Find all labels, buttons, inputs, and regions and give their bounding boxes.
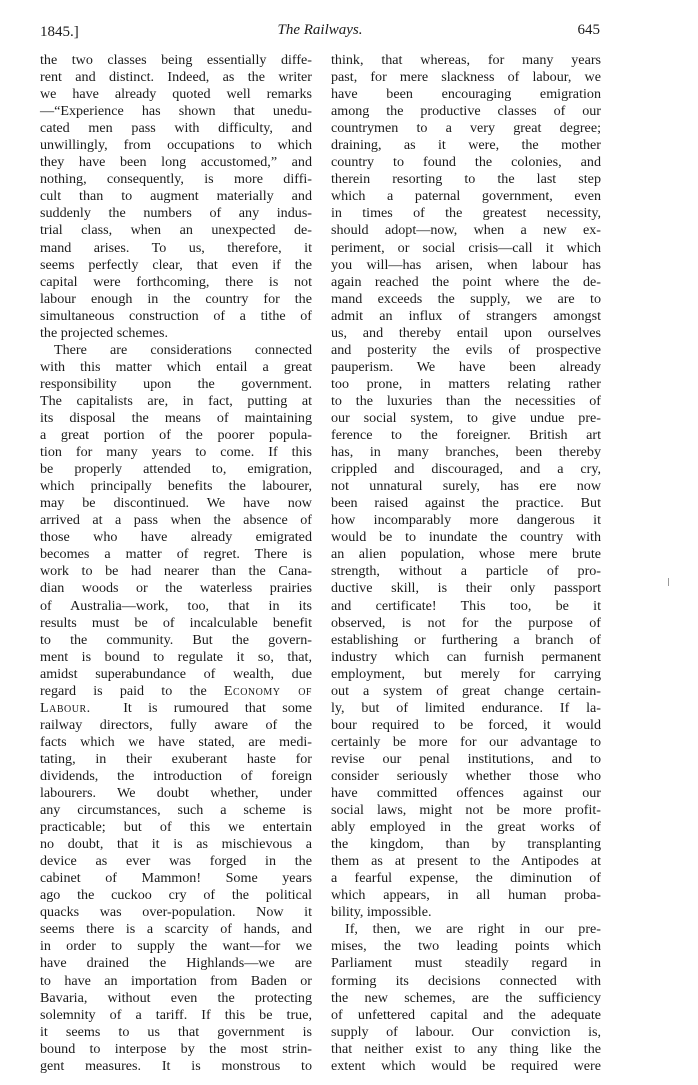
text-line [40, 598, 312, 615]
text-line [331, 904, 601, 921]
text-line [40, 580, 312, 597]
text-line [331, 836, 601, 853]
text-line [331, 171, 601, 188]
line-text: facts which we have stated, are medi- [40, 733, 312, 750]
line-text: The capitalists are, in fact, putting at [40, 392, 312, 409]
text-line [331, 1058, 601, 1075]
line-text: cult than to augment materially and [40, 188, 312, 205]
text-line [40, 973, 312, 990]
line-text: It is rumoured that some [90, 699, 312, 716]
text-line [40, 717, 312, 734]
text-line [40, 325, 312, 342]
line-text: think, that whereas, for many years [331, 52, 601, 68]
text-line [40, 836, 312, 853]
line-text: ment is bound to regulate it so, that, [40, 648, 312, 665]
line-text: regard is paid to the [40, 682, 207, 699]
text-line [40, 274, 312, 291]
text-line [331, 308, 601, 325]
text-line [331, 1041, 601, 1058]
text-line [331, 700, 601, 717]
text-line [40, 563, 312, 580]
line-text: again reached the point where the de- [331, 273, 601, 290]
text-line [331, 768, 601, 785]
text-line [40, 342, 312, 359]
header-year: 1845.] [40, 24, 79, 40]
line-text: countrymen to a very great degree; [331, 120, 601, 137]
line-text: too prone, in matters relating rather [331, 375, 601, 392]
text-line [331, 632, 601, 649]
line-text: be properly attended to, emigration, [40, 461, 312, 478]
text-line [40, 444, 312, 461]
line-text: practicable; but of this we entertain [40, 819, 312, 836]
line-text: extent which would be required were [331, 1057, 601, 1074]
text-line [40, 955, 312, 972]
line-text: of Australia—work, too, that in its [40, 597, 312, 614]
text-line [331, 785, 601, 802]
text-line [40, 870, 312, 887]
text-line [40, 205, 312, 222]
text-line [40, 257, 312, 274]
line-text: capital were forthcoming, there is not [40, 273, 312, 290]
text-line [331, 240, 601, 257]
line-text: trial class, when an unexpected de- [40, 222, 312, 239]
line-text: There are considerations connected [54, 341, 312, 358]
line-text: results must be of incalculable benefit [40, 614, 312, 631]
text-line [331, 819, 601, 836]
text-line [331, 955, 601, 972]
line-text: crippled and discouraged, and a cry, [331, 461, 601, 478]
text-line [331, 973, 601, 990]
text-line [331, 222, 601, 239]
line-text: tion for many years to come. If this [40, 444, 312, 461]
text-line [40, 1024, 312, 1041]
text-line [40, 990, 312, 1007]
text-line [40, 1041, 312, 1058]
line-text: and certificate! This too, be it [331, 597, 601, 614]
text-line [40, 222, 312, 239]
line-text: the projected schemes. [40, 324, 168, 341]
text-line [40, 802, 312, 819]
scan-speck [668, 578, 669, 586]
text-line [40, 240, 312, 257]
line-text: railway directors, fully aware of the [40, 716, 312, 733]
line-text: responsibility upon the government. [40, 375, 312, 392]
line-text: country to found the colonies, and [331, 154, 601, 171]
text-line [331, 410, 601, 427]
line-text: has, in many branches, been thereby [331, 444, 601, 461]
text-line [331, 1007, 601, 1024]
line-text: labourers. We doubt whether, under [40, 785, 312, 802]
line-text: the two classes being essentially diffe- [40, 52, 312, 68]
text-line [331, 103, 601, 120]
line-text: unwillingly, from occupations to which [40, 137, 312, 154]
text-line [40, 632, 312, 649]
line-text: solemnity of a tariff. If this be true, [40, 1006, 312, 1023]
line-text: establishing or furthering a branch of [331, 631, 601, 648]
text-line [40, 615, 312, 632]
line-text: have been encouraging emigration [331, 86, 601, 103]
text-line [40, 529, 312, 546]
line-text: how incomparably more dangerous it [331, 512, 601, 529]
text-line [331, 512, 601, 529]
text-line [40, 700, 312, 717]
line-text: certainly be more for our advantage to [331, 733, 601, 750]
line-text: that neither exist to any thing like the [331, 1040, 601, 1057]
line-text: have drained the Highlands—we are [40, 955, 312, 972]
line-text: mand arises. To us, therefore, it [40, 239, 312, 256]
line-text: should adopt—now, when a new ex- [331, 222, 601, 239]
text-line [40, 734, 312, 751]
line-text: work to be had nearer than the Cana- [40, 563, 312, 580]
line-text: it seems to us that government is [40, 1023, 312, 1040]
text-line [40, 1007, 312, 1024]
line-text: have committed offences against our [331, 785, 601, 802]
line-text: observed, is not for the purpose of [331, 614, 601, 631]
line-text: therein resorting to the last step [331, 171, 601, 188]
line-text: which a paternal government, even [331, 188, 601, 205]
running-title: The Railways. [277, 22, 363, 38]
text-line [40, 393, 312, 410]
line-text: revise our penal institutions, and to [331, 750, 601, 767]
text-line [331, 921, 601, 938]
text-line [40, 427, 312, 444]
text-line [40, 887, 312, 904]
text-line [331, 853, 601, 870]
text-line [40, 376, 312, 393]
line-text: pauperism. We have been already [331, 358, 601, 375]
left-column [40, 52, 312, 1075]
line-text: in order to supply the want—for we [40, 938, 312, 955]
text-line [40, 137, 312, 154]
text-line [40, 1058, 312, 1075]
text-line [331, 802, 601, 819]
text-line [331, 683, 601, 700]
line-text: bility, impossible. [331, 904, 432, 921]
text-line [40, 154, 312, 171]
line-text: cated men pass with difficulty, and [40, 120, 312, 137]
small-caps-text: Labour. [40, 699, 91, 716]
line-text: a great portion of the poorer popula- [40, 427, 312, 444]
text-line [331, 529, 601, 546]
line-text: an alien population, whose mere brute [331, 546, 601, 563]
line-text: to the luxuries than the necessities of [331, 392, 601, 409]
text-line [40, 188, 312, 205]
line-text: draining, as it were, the mother [331, 137, 601, 154]
line-text: among the productive classes of our [331, 103, 601, 120]
line-text: mises, the two leading points which [331, 938, 601, 955]
line-text: with this matter which entail a great [40, 358, 312, 375]
line-text: and posterity the evils of prospective [331, 341, 601, 358]
text-line [40, 751, 312, 768]
text-line [331, 188, 601, 205]
line-text: them as at present to the Antipodes at [331, 853, 601, 870]
line-text: bound to interpose by the most strin- [40, 1040, 312, 1057]
line-text: ably employed in the great works of [331, 819, 601, 836]
text-line [40, 819, 312, 836]
text-line [40, 359, 312, 376]
line-text: mand exceeds the supply, we are to [331, 290, 601, 307]
text-line [331, 137, 601, 154]
line-text: not unnatural surely, has ere now [331, 478, 601, 495]
text-line [331, 751, 601, 768]
right-column [331, 52, 601, 1075]
line-text: strength, without a particle of pro- [331, 563, 601, 580]
line-text: device as ever was forged in the [40, 853, 312, 870]
text-line [40, 308, 312, 325]
text-line [331, 580, 601, 597]
text-line [331, 734, 601, 751]
text-line [331, 257, 601, 274]
text-line [331, 69, 601, 86]
text-line [331, 666, 601, 683]
text-line [331, 649, 601, 666]
line-text: which appears, in all human proba- [331, 887, 601, 904]
line-text: which principally benefits the labourer, [40, 478, 312, 495]
line-text: ly, but of limited endurance. If la- [331, 699, 601, 716]
text-line [331, 342, 601, 359]
line-text: social laws, might not be more profit- [331, 802, 601, 819]
text-line [331, 495, 601, 512]
text-line [40, 171, 312, 188]
text-line [40, 86, 312, 103]
text-line [331, 325, 601, 342]
small-caps-text: Economy of [223, 682, 312, 699]
text-line [331, 478, 601, 495]
text-line [331, 427, 601, 444]
line-text: to the community. But the govern- [40, 631, 312, 648]
line-text: quacks was over-population. Now it [40, 904, 312, 921]
text-line [40, 478, 312, 495]
text-line [331, 717, 601, 734]
text-line [331, 86, 601, 103]
text-line [331, 120, 601, 137]
text-line [331, 376, 601, 393]
text-line [331, 938, 601, 955]
line-text: Bavaria, without even the protecting [40, 989, 312, 1006]
line-text: seems there is a scarcity of hands, and [40, 921, 312, 938]
text-line [331, 154, 601, 171]
text-line [331, 990, 601, 1007]
line-text: consider seriously whether those who [331, 767, 601, 784]
line-text: the new schemes, are the sufficiency [331, 989, 601, 1006]
text-line [40, 904, 312, 921]
line-text: of unfettered capital and the adequate [331, 1006, 601, 1023]
text-line [40, 291, 312, 308]
text-line [331, 870, 601, 887]
line-text: arrived at a pass when the absence of [40, 512, 312, 529]
line-text: rent and distinct. Indeed, as the writer [40, 69, 312, 86]
text-line [331, 205, 601, 222]
text-line [331, 546, 601, 563]
text-line [331, 615, 601, 632]
line-text: amidst superabundance of wealth, due [40, 665, 312, 682]
line-text: nothing, consequently, is more diffi- [40, 171, 312, 188]
text-line [40, 683, 312, 700]
line-text: ago the cuckoo cry of the political [40, 887, 312, 904]
line-text: gent measures. It is monstrous to [40, 1057, 312, 1074]
line-text: Parliament must steadily regard in [331, 955, 601, 972]
text-line [40, 853, 312, 870]
line-text: dian woods or the waterless prairies [40, 580, 312, 597]
text-line [331, 887, 601, 904]
text-line [40, 120, 312, 137]
line-text: its disposal the means of maintaining [40, 409, 312, 426]
page-header [40, 22, 600, 44]
page-number: 645 [577, 22, 600, 38]
text-line [331, 291, 601, 308]
text-line [331, 359, 601, 376]
line-text: simultaneous construction of a tithe of [40, 307, 312, 324]
text-line [331, 598, 601, 615]
line-text: would be to inundate the country with [331, 529, 601, 546]
line-text: us, and thereby entail upon ourselves [331, 324, 601, 341]
line-text: past, for mere slackness of labour, we [331, 69, 601, 86]
text-line [40, 52, 312, 69]
line-text: those who have already emigrated [40, 529, 312, 546]
line-text: supply of labour. Our conviction is, [331, 1023, 601, 1040]
text-line [40, 461, 312, 478]
text-line [40, 512, 312, 529]
line-text: been raised against the practice. But [331, 495, 601, 512]
line-text: in times of the greatest necessity, [331, 205, 601, 222]
line-text: suddenly the numbers of any indus- [40, 205, 312, 222]
text-line [40, 546, 312, 563]
line-text: forming its decisions connected with [331, 972, 601, 989]
line-text: we have already quoted well remarks [40, 86, 312, 103]
text-line [40, 785, 312, 802]
line-text: industry which can furnish permanent [331, 648, 601, 665]
line-text: cabinet of Mammon! Some years [40, 870, 312, 887]
line-text: any circumstances, such a scheme is [40, 802, 312, 819]
line-text: out a system of great change certain- [331, 682, 601, 699]
text-line [40, 495, 312, 512]
line-text: to have an importation from Baden or [40, 972, 312, 989]
line-text: the kingdom, than by transplanting [331, 836, 601, 853]
text-line [40, 768, 312, 785]
line-text: employment, but merely for carrying [331, 665, 601, 682]
text-line [331, 563, 601, 580]
line-text: labour enough in the country for the [40, 290, 312, 307]
line-text: tating, in their exuberant haste for [40, 750, 312, 767]
text-line [331, 444, 601, 461]
text-line [331, 461, 601, 478]
line-text: you will—has arisen, when labour has [331, 256, 601, 273]
line-text: ductive skill, is their only passport [331, 580, 601, 597]
line-text: no doubt, that it is as mischievous a [40, 836, 312, 853]
line-text: our social system, to give undue pre- [331, 409, 601, 426]
line-text: they have been long accustomed,” and [40, 154, 312, 171]
text-line [40, 666, 312, 683]
text-line [331, 1024, 601, 1041]
line-text: —“Experience has shown that unedu- [40, 103, 312, 120]
line-text: becomes a matter of regret. There is [40, 546, 312, 563]
text-line [40, 921, 312, 938]
text-line [40, 938, 312, 955]
line-text: may be discontinued. We have now [40, 495, 312, 512]
text-line [40, 69, 312, 86]
line-text: a fearful expense, the diminution of [331, 870, 601, 887]
line-text: dividends, the introduction of foreign [40, 767, 312, 784]
text-line [40, 649, 312, 666]
text-line [331, 52, 601, 69]
line-text: If, then, we are right in our pre- [345, 921, 601, 938]
text-line [331, 393, 601, 410]
line-text: periment, or social crisis—call it which [331, 239, 601, 256]
text-line [40, 103, 312, 120]
line-text: bour required to be forced, it would [331, 716, 601, 733]
line-text: admit an influx of strangers amongst [331, 307, 601, 324]
line-text: ference to the foreigner. British art [331, 427, 601, 444]
text-line [331, 274, 601, 291]
text-line [40, 410, 312, 427]
line-text: seems perfectly clear, that even if the [40, 256, 312, 273]
